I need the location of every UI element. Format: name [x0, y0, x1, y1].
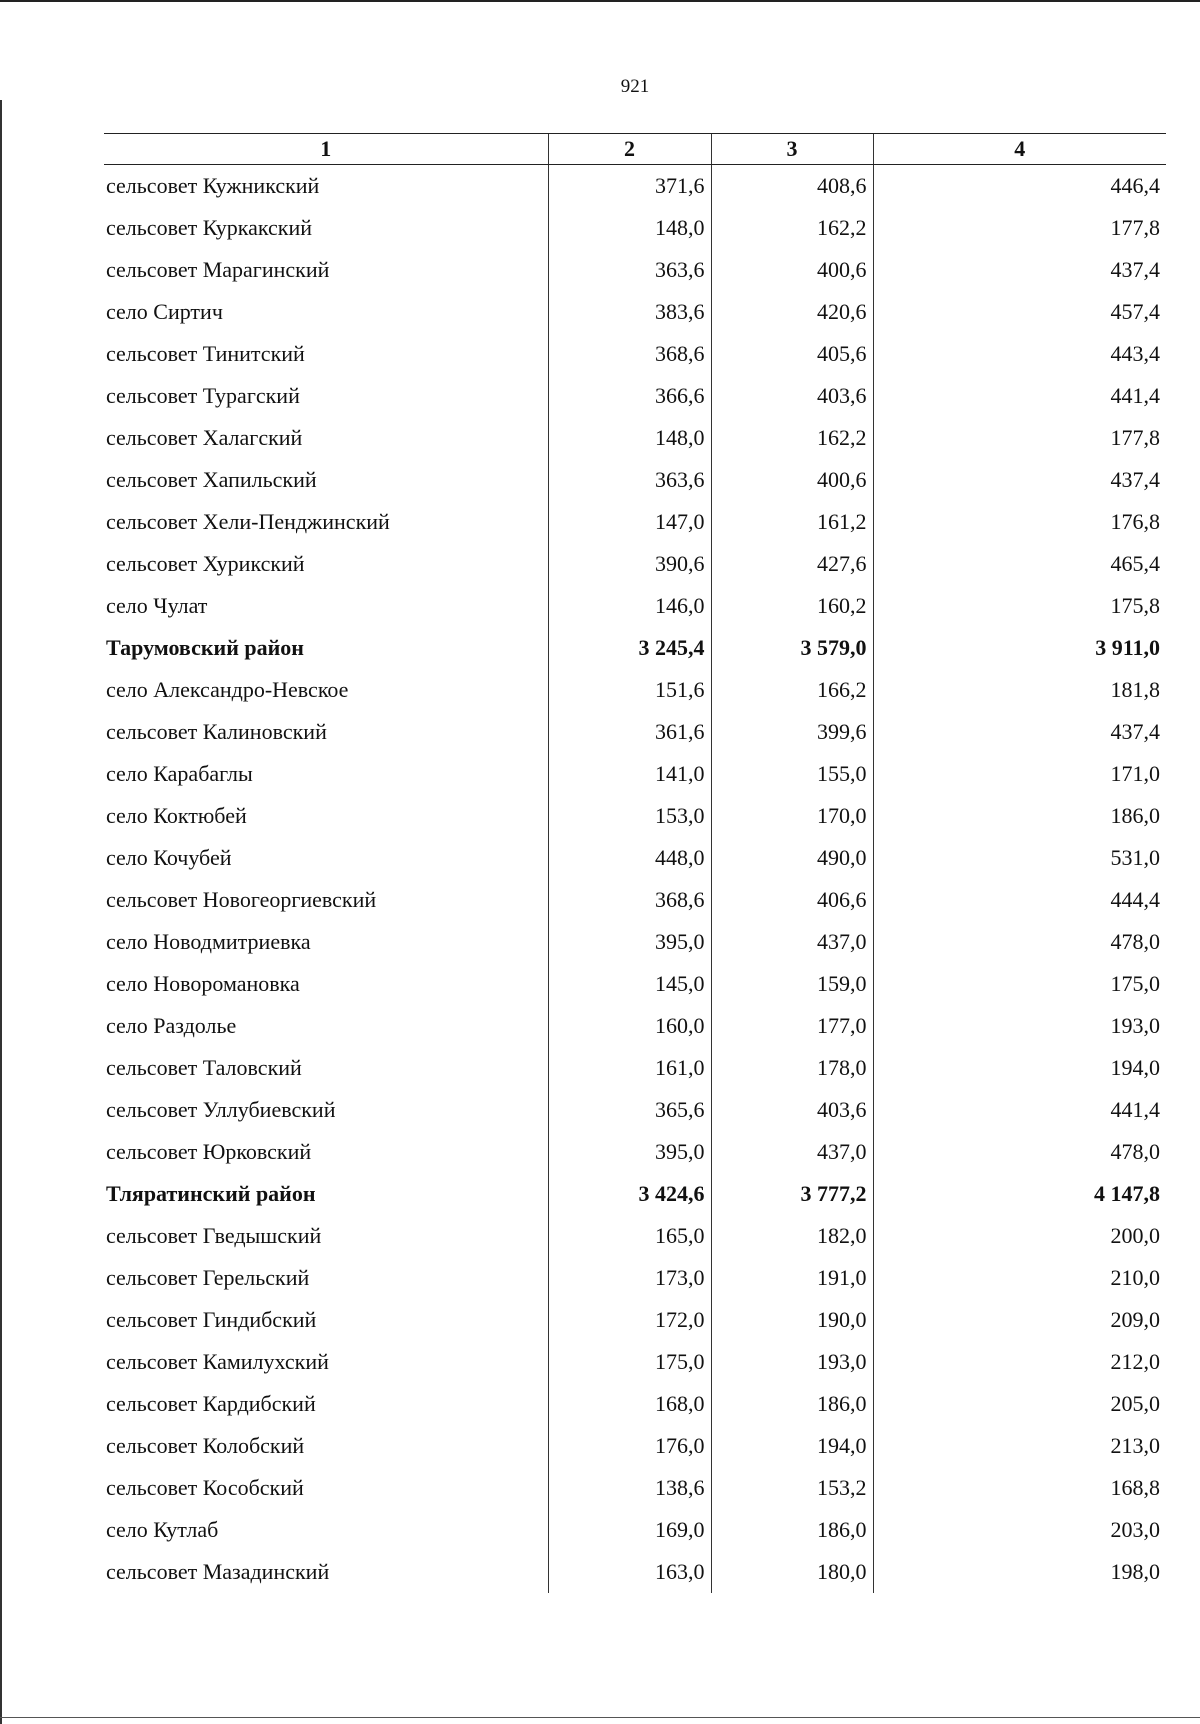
row-value-col3: 3 777,2: [711, 1173, 873, 1215]
row-value-col4: 4 147,8: [873, 1173, 1166, 1215]
row-name-cell: село Сиртич: [106, 299, 223, 324]
table-row: [104, 837, 1166, 879]
row-name-cell: село Кутлаб: [106, 1517, 219, 1542]
table-row: [104, 1383, 1166, 1425]
row-value-col4: 193,0: [873, 1005, 1166, 1047]
row-value-col2: 175,0: [548, 1341, 711, 1383]
table-row: [104, 249, 1166, 291]
row-value-col3: 190,0: [711, 1299, 873, 1341]
bottom-border-rule: [0, 1717, 1200, 1718]
row-value-col3: 186,0: [711, 1509, 873, 1551]
row-value-col4: 175,8: [873, 585, 1166, 627]
row-value-col2: 148,0: [548, 207, 711, 249]
table-row: [104, 291, 1166, 333]
row-value-col2: 172,0: [548, 1299, 711, 1341]
table-row: [104, 333, 1166, 375]
row-name-cell: сельсовет Герельский: [106, 1265, 310, 1290]
row-value-col4: 200,0: [873, 1215, 1166, 1257]
row-value-col4: 437,4: [873, 711, 1166, 753]
row-value-col3: 155,0: [711, 753, 873, 795]
row-name-cell: сельсовет Таловский: [106, 1055, 302, 1080]
row-name-cell: сельсовет Камилухский: [106, 1349, 329, 1374]
table-header: [104, 134, 1166, 165]
row-value-col2: 395,0: [548, 921, 711, 963]
row-name-cell: сельсовет Гведышский: [106, 1223, 322, 1248]
row-value-col2: 148,0: [548, 417, 711, 459]
row-value-col3: 403,6: [711, 375, 873, 417]
row-value-col4: 212,0: [873, 1341, 1166, 1383]
row-value-col2: 365,6: [548, 1089, 711, 1131]
row-value-col4: 210,0: [873, 1257, 1166, 1299]
row-value-col4: 177,8: [873, 417, 1166, 459]
row-value-col2: 168,0: [548, 1383, 711, 1425]
row-name-cell: Тляратинский район: [106, 1181, 316, 1206]
row-value-col2: 390,6: [548, 543, 711, 585]
row-value-col4: 203,0: [873, 1509, 1166, 1551]
row-value-col4: 213,0: [873, 1425, 1166, 1467]
row-name-cell: село Кочубей: [106, 845, 232, 870]
table-row: [104, 417, 1166, 459]
table-row: [104, 1467, 1166, 1509]
row-value-col3: 159,0: [711, 963, 873, 1005]
row-value-col4: 478,0: [873, 921, 1166, 963]
row-value-col2: 146,0: [548, 585, 711, 627]
row-value-col2: 173,0: [548, 1257, 711, 1299]
table-row: [104, 585, 1166, 627]
row-value-col3: 399,6: [711, 711, 873, 753]
table-row: [104, 543, 1166, 585]
district-total-row: [104, 627, 1166, 669]
column-header-1: 1: [104, 134, 548, 165]
row-value-col2: 361,6: [548, 711, 711, 753]
row-value-col2: 368,6: [548, 879, 711, 921]
row-name-cell: село Раздолье: [106, 1013, 237, 1038]
table-row: [104, 1341, 1166, 1383]
row-name-cell: сельсовет Хели-Пенджинский: [106, 509, 390, 534]
row-value-col4: 443,4: [873, 333, 1166, 375]
table-row: [104, 165, 1166, 208]
table-row: [104, 1005, 1166, 1047]
header-row: [104, 134, 1166, 165]
row-value-col3: 177,0: [711, 1005, 873, 1047]
row-value-col2: 448,0: [548, 837, 711, 879]
column-header-4: 4: [873, 134, 1166, 165]
left-border-rule: [0, 100, 2, 1724]
row-value-col3: 186,0: [711, 1383, 873, 1425]
table-row: [104, 1215, 1166, 1257]
row-value-col4: 186,0: [873, 795, 1166, 837]
row-name-cell: сельсовет Мазадинский: [106, 1559, 330, 1584]
row-value-col2: 176,0: [548, 1425, 711, 1467]
row-value-col2: 3 245,4: [548, 627, 711, 669]
row-value-col2: 363,6: [548, 459, 711, 501]
row-value-col3: 408,6: [711, 165, 873, 208]
row-value-col2: 368,6: [548, 333, 711, 375]
row-name-cell: сельсовет Хапильский: [106, 467, 317, 492]
table-row: [104, 375, 1166, 417]
row-value-col3: 437,0: [711, 921, 873, 963]
row-value-col4: 437,4: [873, 459, 1166, 501]
row-name-cell: сельсовет Калиновский: [106, 719, 327, 744]
row-name-cell: сельсовет Халагский: [106, 425, 303, 450]
row-value-col2: 3 424,6: [548, 1173, 711, 1215]
table-row: [104, 711, 1166, 753]
row-value-col3: 420,6: [711, 291, 873, 333]
table-row: [104, 1551, 1166, 1593]
row-value-col3: 400,6: [711, 249, 873, 291]
row-value-col4: 441,4: [873, 1089, 1166, 1131]
table-row: [104, 1131, 1166, 1173]
row-value-col4: 465,4: [873, 543, 1166, 585]
row-value-col3: 406,6: [711, 879, 873, 921]
row-value-col3: 178,0: [711, 1047, 873, 1089]
page-number: 921: [620, 76, 650, 97]
row-value-col3: 191,0: [711, 1257, 873, 1299]
row-value-col4: 171,0: [873, 753, 1166, 795]
row-value-col4: 175,0: [873, 963, 1166, 1005]
row-value-col2: 161,0: [548, 1047, 711, 1089]
row-value-col3: 182,0: [711, 1215, 873, 1257]
row-name-cell: сельсовет Уллубиевский: [106, 1097, 336, 1122]
table-body: [104, 165, 1166, 1594]
row-value-col2: 138,6: [548, 1467, 711, 1509]
row-value-col2: 371,6: [548, 165, 711, 208]
row-value-col3: 160,2: [711, 585, 873, 627]
table-row: [104, 459, 1166, 501]
row-name-cell: сельсовет Куркакский: [106, 215, 312, 240]
row-name-cell: сельсовет Кужникский: [106, 173, 320, 198]
row-value-col3: 153,2: [711, 1467, 873, 1509]
row-value-col4: 441,4: [873, 375, 1166, 417]
row-value-col3: 166,2: [711, 669, 873, 711]
table-row: [104, 1425, 1166, 1467]
row-value-col4: 205,0: [873, 1383, 1166, 1425]
table-row: [104, 1089, 1166, 1131]
budget-table: [104, 133, 1166, 1593]
row-value-col4: 209,0: [873, 1299, 1166, 1341]
table-row: [104, 1299, 1166, 1341]
district-total-row: [104, 1173, 1166, 1215]
row-name-cell: село Новоромановка: [106, 971, 300, 996]
row-value-col4: 3 911,0: [873, 627, 1166, 669]
row-value-col2: 147,0: [548, 501, 711, 543]
row-name-cell: сельсовет Колобский: [106, 1433, 305, 1458]
table-row: [104, 207, 1166, 249]
table-row: [104, 921, 1166, 963]
row-name-cell: сельсовет Хурикский: [106, 551, 305, 576]
row-name-cell: сельсовет Новогеоргиевский: [106, 887, 377, 912]
table-row: [104, 795, 1166, 837]
row-value-col3: 427,6: [711, 543, 873, 585]
row-value-col4: 168,8: [873, 1467, 1166, 1509]
row-value-col4: 478,0: [873, 1131, 1166, 1173]
row-value-col2: 163,0: [548, 1551, 711, 1593]
row-value-col2: 153,0: [548, 795, 711, 837]
row-value-col4: 177,8: [873, 207, 1166, 249]
row-value-col3: 193,0: [711, 1341, 873, 1383]
table-row: [104, 1257, 1166, 1299]
row-name-cell: сельсовет Гиндибский: [106, 1307, 317, 1332]
row-value-col3: 400,6: [711, 459, 873, 501]
row-value-col2: 151,6: [548, 669, 711, 711]
row-value-col4: 437,4: [873, 249, 1166, 291]
row-value-col3: 194,0: [711, 1425, 873, 1467]
row-value-col2: 366,6: [548, 375, 711, 417]
row-value-col2: 363,6: [548, 249, 711, 291]
row-value-col2: 383,6: [548, 291, 711, 333]
table-row: [104, 1047, 1166, 1089]
row-name-cell: сельсовет Турагский: [106, 383, 300, 408]
row-value-col2: 141,0: [548, 753, 711, 795]
row-value-col3: 437,0: [711, 1131, 873, 1173]
row-value-col2: 160,0: [548, 1005, 711, 1047]
table-row: [104, 879, 1166, 921]
table-row: [104, 963, 1166, 1005]
top-border-rule: [0, 0, 1200, 2]
row-value-col2: 395,0: [548, 1131, 711, 1173]
row-name-cell: село Чулат: [106, 593, 208, 618]
row-value-col3: 403,6: [711, 1089, 873, 1131]
row-value-col3: 162,2: [711, 207, 873, 249]
row-value-col4: 531,0: [873, 837, 1166, 879]
row-value-col4: 457,4: [873, 291, 1166, 333]
row-name-cell: сельсовет Марагинский: [106, 257, 330, 282]
row-value-col4: 198,0: [873, 1551, 1166, 1593]
row-value-col3: 3 579,0: [711, 627, 873, 669]
row-value-col3: 161,2: [711, 501, 873, 543]
row-name-cell: сельсовет Тинитский: [106, 341, 305, 366]
row-name-cell: сельсовет Кособский: [106, 1475, 304, 1500]
column-header-2: 2: [548, 134, 711, 165]
table-row: [104, 753, 1166, 795]
table-row: [104, 669, 1166, 711]
row-value-col4: 444,4: [873, 879, 1166, 921]
column-header-3: 3: [711, 134, 873, 165]
row-name-cell: Тарумовский район: [106, 635, 304, 660]
row-name-cell: сельсовет Кардибский: [106, 1391, 316, 1416]
row-value-col3: 180,0: [711, 1551, 873, 1593]
row-value-col3: 170,0: [711, 795, 873, 837]
row-value-col4: 194,0: [873, 1047, 1166, 1089]
table-row: [104, 1509, 1166, 1551]
table-row: [104, 501, 1166, 543]
row-value-col3: 490,0: [711, 837, 873, 879]
row-value-col2: 145,0: [548, 963, 711, 1005]
row-name-cell: село Александро-Невское: [106, 677, 349, 702]
row-value-col4: 176,8: [873, 501, 1166, 543]
row-value-col2: 165,0: [548, 1215, 711, 1257]
row-value-col3: 162,2: [711, 417, 873, 459]
row-name-cell: село Новодмитриевка: [106, 929, 311, 954]
row-value-col3: 405,6: [711, 333, 873, 375]
row-name-cell: село Карабаглы: [106, 761, 253, 786]
row-value-col4: 181,8: [873, 669, 1166, 711]
row-name-cell: село Коктюбей: [106, 803, 247, 828]
row-name-cell: сельсовет Юрковский: [106, 1139, 312, 1164]
row-value-col2: 169,0: [548, 1509, 711, 1551]
row-value-col4: 446,4: [873, 165, 1166, 208]
